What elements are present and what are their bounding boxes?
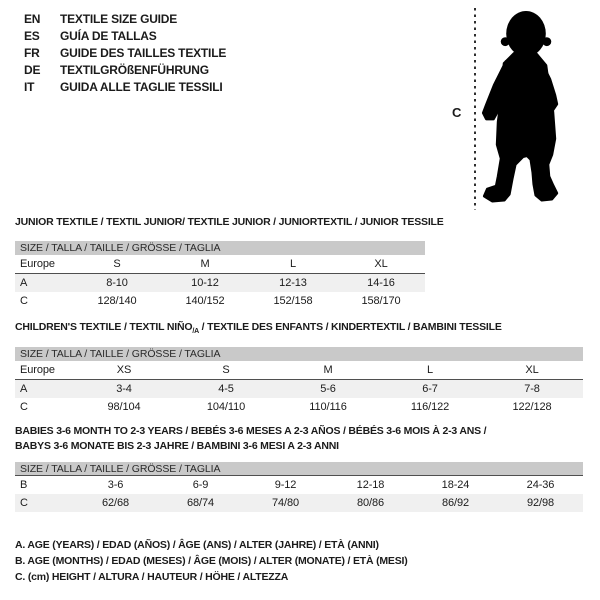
value-cell: 122/128 bbox=[512, 401, 552, 413]
height-dotted-line bbox=[474, 8, 476, 210]
row-label: A bbox=[20, 277, 28, 289]
size-label-row bbox=[15, 361, 583, 380]
row-label: B bbox=[20, 479, 28, 491]
value-cell: 74/80 bbox=[271, 497, 300, 509]
language-title: GUIDA ALLE TAGLIE TESSILI bbox=[60, 79, 223, 94]
size-header-bar: SIZE / TALLA / TAILLE / GRÖSSE / TAGLIA bbox=[15, 347, 583, 361]
value-cell: 24-36 bbox=[526, 479, 555, 491]
language-code: FR bbox=[24, 45, 40, 60]
title-part: / TEXTILE DES ENFANTS / KINDERTEXTIL / BAMBINI TESSILE bbox=[198, 321, 502, 333]
language-title: GUÍA DE TALLAS bbox=[60, 28, 157, 43]
title-subscript: /A bbox=[192, 328, 199, 336]
row-label: C bbox=[20, 497, 28, 509]
value-cell: 98/104 bbox=[107, 401, 141, 413]
row-label: A bbox=[20, 383, 28, 395]
value-cell: 86/92 bbox=[441, 497, 470, 509]
language-code: ES bbox=[24, 28, 40, 43]
height-cm-row bbox=[15, 494, 583, 512]
size-header-bar: SIZE / TALLA / TAILLE / GRÖSSE / TAGLIA bbox=[15, 462, 583, 476]
babies-size-table bbox=[15, 462, 583, 512]
babies-table-title bbox=[15, 424, 486, 454]
size-cell: S bbox=[113, 258, 121, 270]
value-cell: 14-16 bbox=[367, 277, 395, 289]
height-cm-row bbox=[15, 292, 425, 310]
value-cell: 12-18 bbox=[356, 479, 385, 491]
language-code: DE bbox=[24, 62, 41, 77]
size-label-row bbox=[15, 255, 425, 274]
value-cell: 8-10 bbox=[106, 277, 128, 289]
legend-age-months: B. AGE (MONTHS) / EDAD (MESES) / ÂGE (MOIS) / ALTER (MONATE) / ETÀ (MESI) bbox=[15, 555, 408, 567]
children-table-title bbox=[15, 320, 502, 339]
size-cell: L bbox=[426, 364, 434, 376]
value-cell: 18-24 bbox=[441, 479, 470, 491]
toddler-silhouette-icon bbox=[481, 8, 573, 206]
value-cell: 9-12 bbox=[274, 479, 297, 491]
language-row-fr bbox=[24, 44, 226, 61]
height-cm-row bbox=[15, 398, 583, 416]
age-years-row bbox=[15, 380, 583, 398]
value-cell: 152/158 bbox=[273, 295, 313, 307]
legend bbox=[15, 537, 408, 585]
size-cell: L bbox=[289, 258, 297, 270]
language-row-en bbox=[24, 10, 226, 27]
language-row-de bbox=[24, 61, 226, 78]
size-header-bar: SIZE / TALLA / TAILLE / GRÖSSE / TAGLIA bbox=[15, 241, 425, 255]
value-cell: 158/170 bbox=[361, 295, 401, 307]
junior-size-table bbox=[15, 241, 425, 310]
legend-age-years: A. AGE (YEARS) / EDAD (AÑOS) / ÂGE (ANS) / ALTER (JAHRE) / ETÀ (ANNI) bbox=[15, 539, 379, 551]
legend-height: C. (cm) HEIGHT / ALTURA / HAUTEUR / HÖHE / ALTEZZA bbox=[15, 571, 289, 583]
language-code: IT bbox=[24, 79, 35, 94]
value-cell: 92/98 bbox=[526, 497, 555, 509]
value-cell: 3-4 bbox=[116, 383, 132, 395]
value-cell: 12-13 bbox=[279, 277, 307, 289]
junior-table-title: JUNIOR TEXTILE / TEXTIL JUNIOR/ TEXTILE JUNIOR / JUNIORTEXTIL / JUNIOR TESSILE bbox=[15, 216, 444, 228]
size-cell: XS bbox=[116, 364, 132, 376]
language-code: EN bbox=[24, 11, 41, 26]
size-cell: S bbox=[222, 364, 230, 376]
title-line: BABIES 3-6 MONTH TO 2-3 YEARS / BEBÉS 3-6 MESES A 2-3 AÑOS / BÉBÉS 3-6 MOIS À 2-3 ANS / bbox=[15, 425, 487, 437]
row-label: C bbox=[20, 401, 28, 413]
language-list bbox=[24, 10, 226, 95]
value-cell: 104/110 bbox=[206, 401, 246, 413]
row-label: Europe bbox=[20, 364, 55, 376]
size-cell: XL bbox=[525, 364, 539, 376]
value-cell: 68/74 bbox=[186, 497, 215, 509]
age-years-row bbox=[15, 274, 425, 292]
value-cell: 116/122 bbox=[410, 401, 450, 413]
value-cell: 7-8 bbox=[524, 383, 540, 395]
language-title: TEXTILE SIZE GUIDE bbox=[60, 11, 178, 26]
title-part: CHILDREN'S TEXTILE / TEXTIL NIÑO bbox=[15, 321, 193, 333]
language-row-it bbox=[24, 78, 226, 95]
language-title: GUIDE DES TAILLES TEXTILE bbox=[60, 45, 227, 60]
value-cell: 110/116 bbox=[309, 401, 347, 413]
value-cell: 62/68 bbox=[101, 497, 130, 509]
language-row-es bbox=[24, 27, 226, 44]
size-cell: M bbox=[200, 258, 210, 270]
row-label: Europe bbox=[20, 258, 55, 270]
value-cell: 80/86 bbox=[356, 497, 385, 509]
size-cell: XL bbox=[374, 258, 388, 270]
row-label: C bbox=[20, 295, 28, 307]
value-cell: 3-6 bbox=[107, 479, 124, 491]
language-title: TEXTILGRÖßENFÜHRUNG bbox=[60, 62, 209, 77]
value-cell: 5-6 bbox=[320, 383, 336, 395]
value-cell: 6-7 bbox=[422, 383, 438, 395]
size-cell: M bbox=[323, 364, 333, 376]
value-cell: 4-5 bbox=[218, 383, 234, 395]
age-months-row bbox=[15, 476, 583, 494]
value-cell: 140/152 bbox=[185, 295, 225, 307]
height-measure-label: C bbox=[452, 105, 462, 120]
children-size-table bbox=[15, 347, 583, 416]
value-cell: 128/140 bbox=[97, 295, 137, 307]
value-cell: 10-12 bbox=[191, 277, 219, 289]
value-cell: 6-9 bbox=[192, 479, 209, 491]
title-line: BABYS 3-6 MONATE BIS 2-3 JAHRE / BAMBINI 3-6 MESI A 2-3 ANNI bbox=[15, 440, 339, 452]
